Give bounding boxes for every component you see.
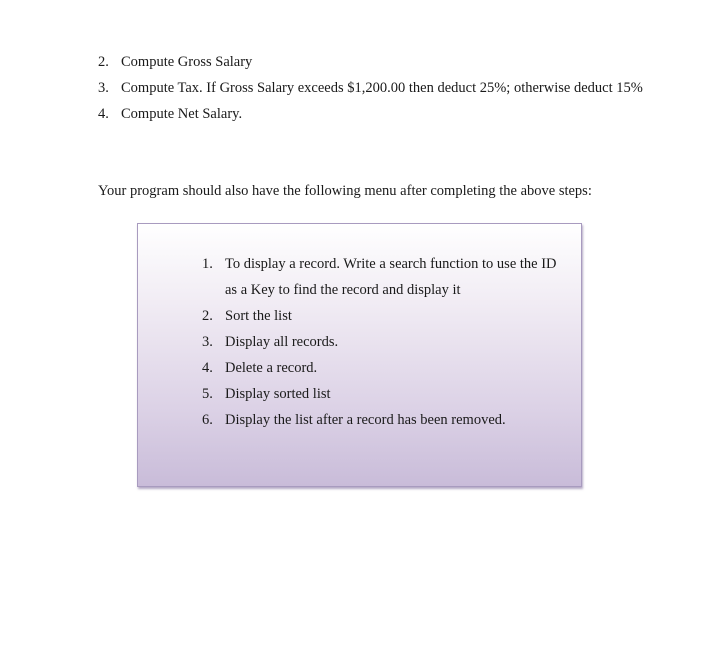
list-item <box>202 381 572 407</box>
list-number: 2. <box>98 54 109 70</box>
list-number: 1. <box>202 256 213 272</box>
list-item <box>202 407 572 433</box>
menu-box <box>137 223 582 487</box>
list-number: 3. <box>202 334 213 350</box>
list-text: Delete a record. <box>225 360 318 376</box>
list-number: 5. <box>202 386 213 402</box>
list-item <box>98 49 658 75</box>
list-number: 3. <box>98 80 109 96</box>
list-item <box>202 329 572 355</box>
steps-list <box>98 49 658 127</box>
list-item <box>202 303 572 329</box>
list-number: 2. <box>202 308 213 324</box>
list-text: Compute Net Salary. <box>121 106 243 122</box>
list-number: 4. <box>202 360 213 376</box>
list-number: 4. <box>98 106 109 122</box>
list-number: 6. <box>202 412 213 428</box>
list-text: Compute Gross Salary <box>121 54 253 70</box>
intro-paragraph: Your program should also have the following menu after completing the above steps: <box>98 183 592 199</box>
menu-list <box>202 251 572 433</box>
list-text: To display a record. Write a search function to use the ID as a Key to find the record and display it <box>225 256 557 298</box>
list-text: Display the list after a record has been removed. <box>225 412 506 428</box>
list-item <box>98 101 658 127</box>
list-item <box>98 75 658 101</box>
list-text: Display all records. <box>225 334 339 350</box>
list-text: Sort the list <box>225 308 292 324</box>
list-item <box>202 251 572 303</box>
list-text: Display sorted list <box>225 386 331 402</box>
list-text: Compute Tax. If Gross Salary exceeds $1,200.00 then deduct 25%; otherwise deduct 15% <box>121 80 643 96</box>
list-item <box>202 355 572 381</box>
